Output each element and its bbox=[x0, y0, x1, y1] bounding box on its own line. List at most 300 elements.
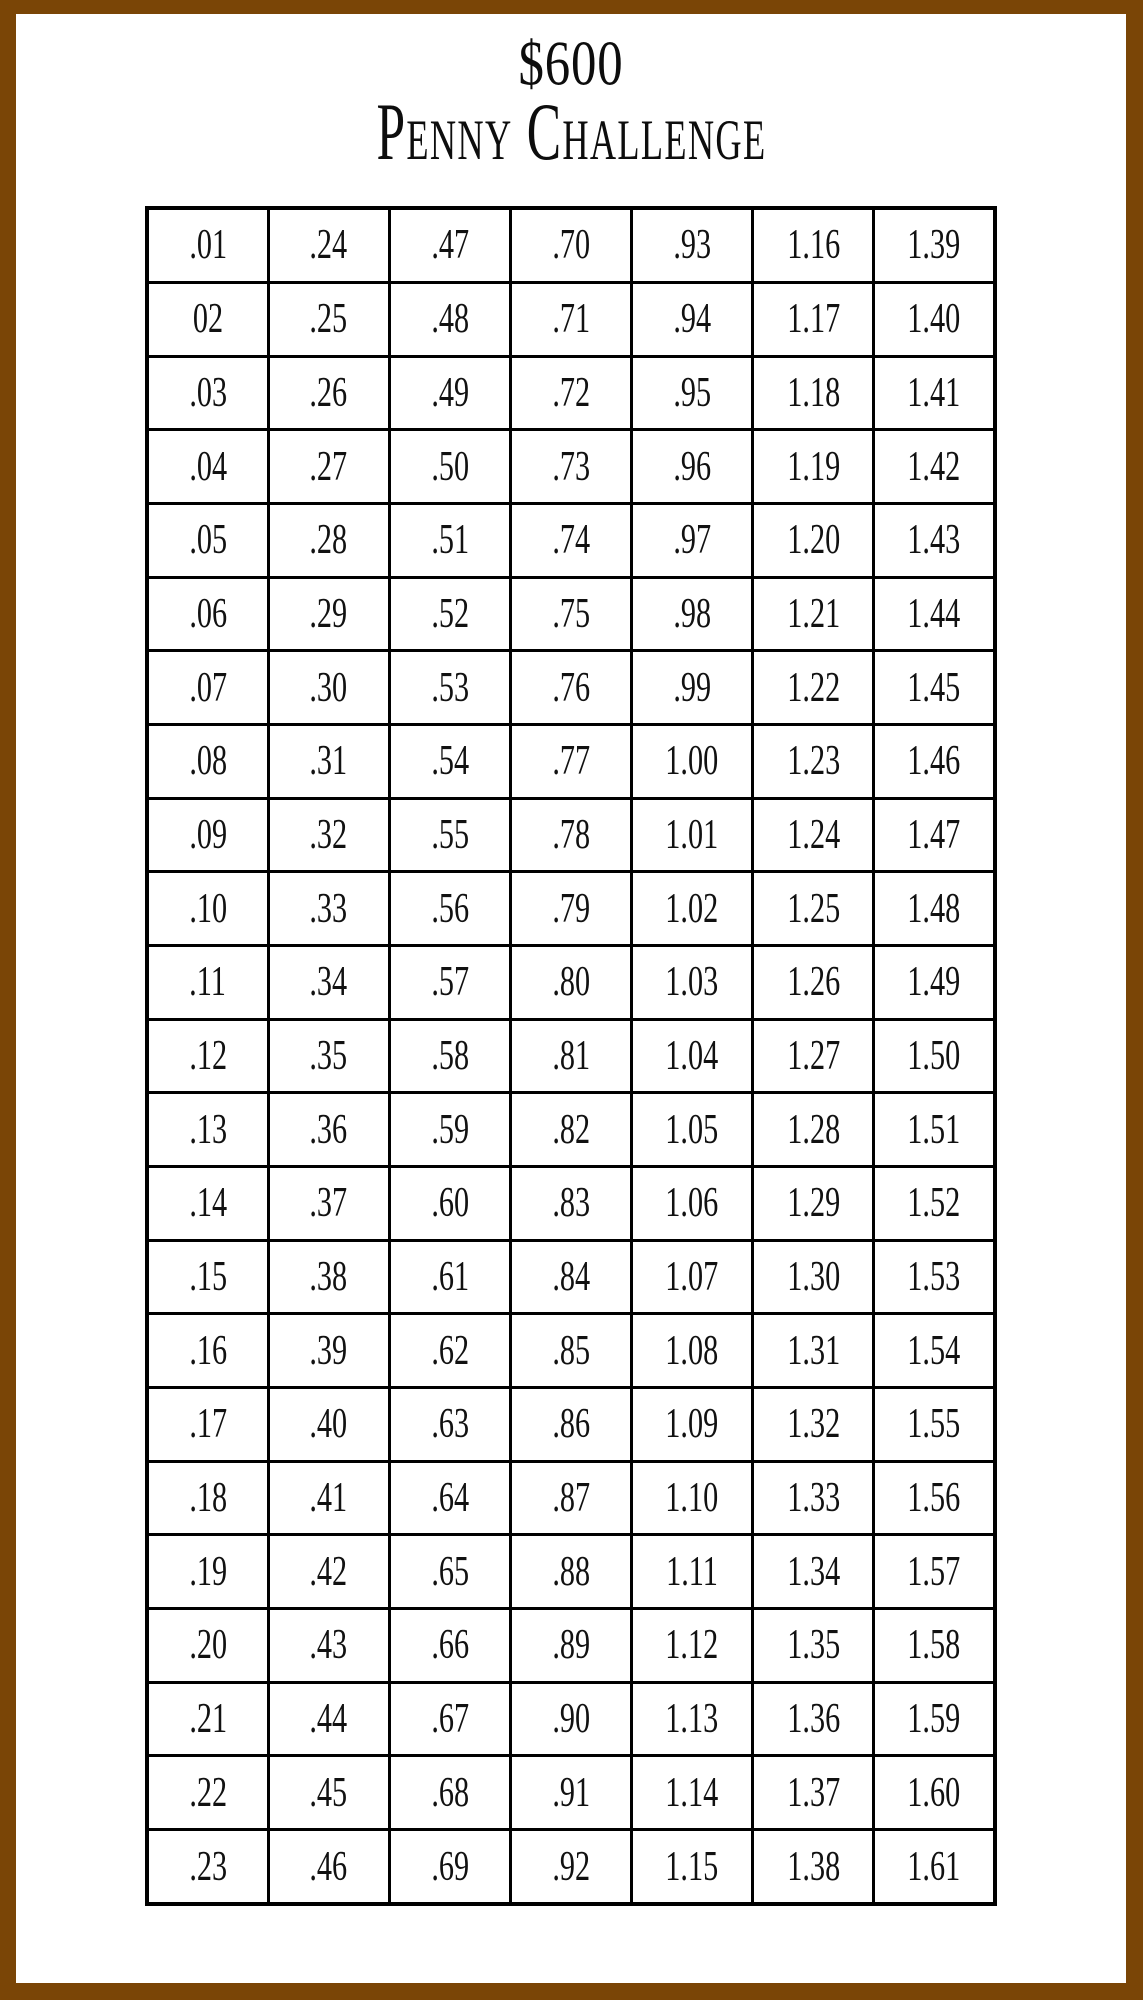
table-cell bbox=[632, 724, 753, 798]
table-row bbox=[147, 503, 995, 577]
cell-value: .71 bbox=[552, 296, 590, 343]
table-row bbox=[147, 1535, 995, 1609]
table-cell bbox=[632, 651, 753, 725]
cell-value: .35 bbox=[309, 1032, 348, 1079]
cell-value: .95 bbox=[673, 369, 712, 416]
cell-value: .93 bbox=[673, 222, 712, 269]
cell-value: 1.61 bbox=[907, 1843, 961, 1890]
table-cell bbox=[147, 1608, 268, 1682]
cell-value: .42 bbox=[309, 1548, 348, 1595]
cell-value: .45 bbox=[309, 1769, 348, 1816]
cell-value: 1.15 bbox=[665, 1843, 719, 1890]
table-cell bbox=[389, 356, 510, 430]
table-cell bbox=[268, 945, 389, 1019]
cell-value: 1.16 bbox=[786, 222, 840, 269]
table-row bbox=[147, 577, 995, 651]
cell-value: .58 bbox=[430, 1032, 469, 1079]
cell-value: .01 bbox=[188, 222, 227, 269]
table-cell bbox=[874, 1830, 995, 1905]
cell-value: .84 bbox=[552, 1253, 590, 1300]
table-cell bbox=[389, 1756, 510, 1830]
table-cell bbox=[268, 1240, 389, 1314]
table-cell bbox=[632, 282, 753, 356]
table-cell bbox=[510, 872, 631, 946]
table-cell bbox=[753, 503, 874, 577]
cell-value: .78 bbox=[552, 811, 590, 858]
table-cell bbox=[753, 1608, 874, 1682]
table-cell bbox=[147, 945, 268, 1019]
cell-value: .91 bbox=[552, 1769, 590, 1816]
cell-value: .85 bbox=[552, 1327, 590, 1374]
table-row bbox=[147, 1093, 995, 1167]
cell-value: 1.29 bbox=[786, 1180, 840, 1227]
cell-value: .38 bbox=[309, 1253, 348, 1300]
table-cell bbox=[147, 208, 268, 282]
table-row bbox=[147, 945, 995, 1019]
cell-value: .83 bbox=[552, 1180, 590, 1227]
table-cell bbox=[632, 503, 753, 577]
cell-value: 1.52 bbox=[907, 1180, 961, 1227]
cell-value: 1.06 bbox=[665, 1180, 719, 1227]
table-row bbox=[147, 430, 995, 504]
table-cell bbox=[753, 1756, 874, 1830]
table-cell bbox=[753, 651, 874, 725]
table-cell bbox=[389, 724, 510, 798]
table-row bbox=[147, 1830, 995, 1905]
cell-value: 1.10 bbox=[665, 1474, 719, 1521]
table-cell bbox=[147, 798, 268, 872]
table-cell bbox=[147, 1166, 268, 1240]
cell-value: .44 bbox=[309, 1695, 348, 1742]
table-row bbox=[147, 724, 995, 798]
challenge-title-text: Penny Challenge bbox=[375, 86, 766, 177]
cell-value: .59 bbox=[430, 1106, 469, 1153]
cell-value: 1.40 bbox=[907, 296, 961, 343]
table-cell bbox=[268, 798, 389, 872]
cell-value: 1.24 bbox=[786, 811, 840, 858]
cell-value: .68 bbox=[430, 1769, 469, 1816]
table-cell bbox=[874, 651, 995, 725]
cell-value: .86 bbox=[552, 1401, 590, 1448]
cell-value: 1.45 bbox=[907, 664, 961, 711]
table-cell bbox=[753, 1682, 874, 1756]
table-cell bbox=[147, 1093, 268, 1167]
cell-value: .12 bbox=[188, 1032, 227, 1079]
table-cell bbox=[632, 577, 753, 651]
table-cell bbox=[147, 503, 268, 577]
cell-value: .77 bbox=[552, 738, 590, 785]
table-cell bbox=[147, 356, 268, 430]
table-cell bbox=[632, 1166, 753, 1240]
cell-value: .39 bbox=[309, 1327, 348, 1374]
cell-value: .53 bbox=[430, 664, 469, 711]
table-row bbox=[147, 1608, 995, 1682]
table-cell bbox=[874, 1682, 995, 1756]
cell-value: .32 bbox=[309, 811, 348, 858]
cell-value: .26 bbox=[309, 369, 348, 416]
table-cell bbox=[147, 1240, 268, 1314]
cell-value: .72 bbox=[552, 369, 590, 416]
cell-value: 1.41 bbox=[907, 369, 961, 416]
table-cell bbox=[268, 1166, 389, 1240]
table-cell bbox=[510, 1830, 631, 1905]
table-cell bbox=[632, 1019, 753, 1093]
cell-value: 1.20 bbox=[786, 517, 840, 564]
table-cell bbox=[753, 1314, 874, 1388]
table-cell bbox=[389, 208, 510, 282]
cell-value: 1.30 bbox=[786, 1253, 840, 1300]
cell-value: .61 bbox=[430, 1253, 469, 1300]
cell-value: .23 bbox=[188, 1843, 227, 1890]
table-cell bbox=[510, 356, 631, 430]
cell-value: .33 bbox=[309, 885, 348, 932]
cell-value: 1.18 bbox=[786, 369, 840, 416]
table-cell bbox=[632, 208, 753, 282]
table-cell bbox=[874, 1093, 995, 1167]
table-cell bbox=[510, 798, 631, 872]
table-cell bbox=[147, 1535, 268, 1609]
table-cell bbox=[147, 1756, 268, 1830]
table-cell bbox=[753, 356, 874, 430]
table-cell bbox=[632, 1608, 753, 1682]
cell-value: 1.59 bbox=[907, 1695, 961, 1742]
table-cell bbox=[632, 1314, 753, 1388]
cell-value: .65 bbox=[430, 1548, 469, 1595]
table-cell bbox=[268, 503, 389, 577]
cell-value: .55 bbox=[430, 811, 469, 858]
cell-value: 1.56 bbox=[907, 1474, 961, 1521]
table-cell bbox=[753, 430, 874, 504]
cell-value: .14 bbox=[188, 1180, 227, 1227]
table-cell bbox=[510, 208, 631, 282]
table-cell bbox=[753, 1166, 874, 1240]
cell-value: 02 bbox=[192, 296, 223, 343]
cell-value: .80 bbox=[552, 959, 590, 1006]
table-cell bbox=[510, 577, 631, 651]
cell-value: 1.51 bbox=[907, 1106, 961, 1153]
cell-value: 1.38 bbox=[786, 1843, 840, 1890]
cell-value: .28 bbox=[309, 517, 348, 564]
cell-value: .47 bbox=[430, 222, 469, 269]
cell-value: .66 bbox=[430, 1622, 469, 1669]
table-cell bbox=[147, 872, 268, 946]
table-cell bbox=[874, 1166, 995, 1240]
cell-value: 1.00 bbox=[665, 738, 719, 785]
cell-value: 1.42 bbox=[907, 443, 961, 490]
cell-value: .73 bbox=[552, 443, 590, 490]
cell-value: .74 bbox=[552, 517, 590, 564]
cell-value: 1.12 bbox=[665, 1622, 719, 1669]
cell-value: 1.26 bbox=[786, 959, 840, 1006]
table-cell bbox=[632, 1682, 753, 1756]
table-cell bbox=[389, 1608, 510, 1682]
table-cell bbox=[753, 945, 874, 1019]
table-cell bbox=[510, 945, 631, 1019]
cell-value: .43 bbox=[309, 1622, 348, 1669]
cell-value: .96 bbox=[673, 443, 712, 490]
cell-value: .54 bbox=[430, 738, 469, 785]
table-cell bbox=[389, 430, 510, 504]
table-cell bbox=[510, 1166, 631, 1240]
table-cell bbox=[389, 1019, 510, 1093]
cell-value: .89 bbox=[552, 1622, 590, 1669]
table-cell bbox=[510, 1682, 631, 1756]
table-cell bbox=[753, 1093, 874, 1167]
challenge-title bbox=[16, 84, 1126, 180]
cell-value: .40 bbox=[309, 1401, 348, 1448]
cell-value: .03 bbox=[188, 369, 227, 416]
table-cell bbox=[389, 282, 510, 356]
table-cell bbox=[510, 1314, 631, 1388]
cell-value: 1.53 bbox=[907, 1253, 961, 1300]
cell-value: .09 bbox=[188, 811, 227, 858]
cell-value: .18 bbox=[188, 1474, 227, 1521]
cell-value: .56 bbox=[430, 885, 469, 932]
cell-value: 1.32 bbox=[786, 1401, 840, 1448]
table-cell bbox=[268, 724, 389, 798]
table-cell bbox=[632, 1830, 753, 1905]
table-cell bbox=[268, 356, 389, 430]
table-cell bbox=[753, 1830, 874, 1905]
cell-value: .29 bbox=[309, 590, 348, 637]
table-cell bbox=[147, 724, 268, 798]
cell-value: 1.05 bbox=[665, 1106, 719, 1153]
table-cell bbox=[632, 1240, 753, 1314]
cell-value: .21 bbox=[188, 1695, 227, 1742]
cell-value: .30 bbox=[309, 664, 348, 711]
table-cell bbox=[268, 577, 389, 651]
table-cell bbox=[632, 430, 753, 504]
table-cell bbox=[753, 798, 874, 872]
cell-value: 1.09 bbox=[665, 1401, 719, 1448]
cell-value: .07 bbox=[188, 664, 227, 711]
table-cell bbox=[147, 1682, 268, 1756]
cell-value: 1.07 bbox=[665, 1253, 719, 1300]
table-row bbox=[147, 1756, 995, 1830]
table-cell bbox=[874, 1314, 995, 1388]
cell-value: .75 bbox=[552, 590, 590, 637]
table-cell bbox=[874, 1019, 995, 1093]
table-cell bbox=[874, 1535, 995, 1609]
table-cell bbox=[389, 1535, 510, 1609]
table-row bbox=[147, 1461, 995, 1535]
table-cell bbox=[268, 1608, 389, 1682]
cell-value: .63 bbox=[430, 1401, 469, 1448]
cell-value: .34 bbox=[309, 959, 348, 1006]
table-cell bbox=[874, 430, 995, 504]
cell-value: .25 bbox=[309, 296, 348, 343]
cell-value: 1.13 bbox=[665, 1695, 719, 1742]
table-cell bbox=[510, 1608, 631, 1682]
table-cell bbox=[510, 430, 631, 504]
table-row bbox=[147, 798, 995, 872]
table-row bbox=[147, 1240, 995, 1314]
cell-value: .10 bbox=[188, 885, 227, 932]
cell-value: 1.60 bbox=[907, 1769, 961, 1816]
table-cell bbox=[389, 1830, 510, 1905]
amount-title-text: $600 bbox=[518, 29, 624, 99]
table-cell bbox=[753, 1387, 874, 1461]
cell-value: .88 bbox=[552, 1548, 590, 1595]
cell-value: .76 bbox=[552, 664, 590, 711]
table-cell bbox=[389, 945, 510, 1019]
table-cell bbox=[389, 1682, 510, 1756]
cell-value: .87 bbox=[552, 1474, 590, 1521]
table-cell bbox=[874, 503, 995, 577]
table-cell bbox=[147, 1830, 268, 1905]
penny-table-body bbox=[147, 208, 995, 1904]
table-cell bbox=[510, 1387, 631, 1461]
cell-value: 1.43 bbox=[907, 517, 961, 564]
table-cell bbox=[874, 724, 995, 798]
cell-value: 1.34 bbox=[786, 1548, 840, 1595]
cell-value: 1.27 bbox=[786, 1032, 840, 1079]
table-cell bbox=[268, 1535, 389, 1609]
cell-value: .52 bbox=[430, 590, 469, 637]
table-cell bbox=[874, 282, 995, 356]
cell-value: .36 bbox=[309, 1106, 348, 1153]
table-cell bbox=[389, 872, 510, 946]
cell-value: .37 bbox=[309, 1180, 348, 1227]
table-cell bbox=[874, 872, 995, 946]
table-cell bbox=[753, 577, 874, 651]
table-cell bbox=[874, 1387, 995, 1461]
table-cell bbox=[510, 503, 631, 577]
table-row bbox=[147, 651, 995, 725]
cell-value: 1.22 bbox=[786, 664, 840, 711]
cell-value: .97 bbox=[673, 517, 712, 564]
cell-value: 1.21 bbox=[786, 590, 840, 637]
cell-value: .79 bbox=[552, 885, 590, 932]
cell-value: .98 bbox=[673, 590, 712, 637]
cell-value: .90 bbox=[552, 1695, 590, 1742]
penny-amounts-table bbox=[145, 206, 997, 1906]
table-cell bbox=[753, 724, 874, 798]
cell-value: 1.55 bbox=[907, 1401, 961, 1448]
table-cell bbox=[268, 1461, 389, 1535]
cell-value: .51 bbox=[430, 517, 469, 564]
cell-value: .27 bbox=[309, 443, 348, 490]
cell-value: .70 bbox=[552, 222, 590, 269]
cell-value: .60 bbox=[430, 1180, 469, 1227]
table-cell bbox=[389, 1240, 510, 1314]
cell-value: 1.47 bbox=[907, 811, 961, 858]
table-cell bbox=[147, 651, 268, 725]
cell-value: .24 bbox=[309, 222, 348, 269]
cell-value: 1.35 bbox=[786, 1622, 840, 1669]
table-cell bbox=[147, 577, 268, 651]
cell-value: .62 bbox=[430, 1327, 469, 1374]
table-cell bbox=[632, 1093, 753, 1167]
table-row bbox=[147, 356, 995, 430]
cell-value: .50 bbox=[430, 443, 469, 490]
cell-value: .04 bbox=[188, 443, 227, 490]
cell-value: .16 bbox=[188, 1327, 227, 1374]
table-cell bbox=[389, 1314, 510, 1388]
table-cell bbox=[510, 1535, 631, 1609]
cell-value: .92 bbox=[552, 1843, 590, 1890]
cell-value: 1.39 bbox=[907, 222, 961, 269]
table-cell bbox=[632, 872, 753, 946]
table-cell bbox=[147, 430, 268, 504]
table-row bbox=[147, 1682, 995, 1756]
cell-value: 1.01 bbox=[665, 811, 719, 858]
table-row bbox=[147, 208, 995, 282]
table-row bbox=[147, 872, 995, 946]
table-cell bbox=[632, 1387, 753, 1461]
table-cell bbox=[753, 208, 874, 282]
cell-value: .05 bbox=[188, 517, 227, 564]
table-cell bbox=[147, 282, 268, 356]
cell-value: 1.17 bbox=[786, 296, 840, 343]
table-cell bbox=[389, 1093, 510, 1167]
cell-value: .81 bbox=[552, 1032, 590, 1079]
table-cell bbox=[389, 1461, 510, 1535]
cell-value: .13 bbox=[188, 1106, 227, 1153]
table-row bbox=[147, 282, 995, 356]
table-cell bbox=[510, 1461, 631, 1535]
table-cell bbox=[268, 1387, 389, 1461]
table-cell bbox=[268, 430, 389, 504]
table-cell bbox=[389, 1387, 510, 1461]
table-cell bbox=[874, 1240, 995, 1314]
table-cell bbox=[389, 503, 510, 577]
table-cell bbox=[874, 1756, 995, 1830]
table-cell bbox=[632, 798, 753, 872]
cell-value: 1.31 bbox=[786, 1327, 840, 1374]
table-cell bbox=[147, 1387, 268, 1461]
table-cell bbox=[389, 577, 510, 651]
table-cell bbox=[268, 651, 389, 725]
table-cell bbox=[874, 1608, 995, 1682]
cell-value: 1.19 bbox=[786, 443, 840, 490]
table-cell bbox=[632, 1756, 753, 1830]
cell-value: .19 bbox=[188, 1548, 227, 1595]
table-cell bbox=[268, 282, 389, 356]
cell-value: .69 bbox=[430, 1843, 469, 1890]
cell-value: 1.23 bbox=[786, 738, 840, 785]
table-cell bbox=[632, 945, 753, 1019]
table-row bbox=[147, 1166, 995, 1240]
cell-value: 1.49 bbox=[907, 959, 961, 1006]
table-cell bbox=[147, 1461, 268, 1535]
table-cell bbox=[268, 1830, 389, 1905]
cell-value: .99 bbox=[673, 664, 712, 711]
table-cell bbox=[147, 1314, 268, 1388]
cell-value: .82 bbox=[552, 1106, 590, 1153]
cell-value: .67 bbox=[430, 1695, 469, 1742]
table-cell bbox=[874, 798, 995, 872]
table-row bbox=[147, 1019, 995, 1093]
cell-value: 1.14 bbox=[665, 1769, 719, 1816]
cell-value: 1.44 bbox=[907, 590, 961, 637]
cell-value: 1.36 bbox=[786, 1695, 840, 1742]
table-cell bbox=[389, 651, 510, 725]
cell-value: .06 bbox=[188, 590, 227, 637]
table-cell bbox=[268, 208, 389, 282]
cell-value: 1.28 bbox=[786, 1106, 840, 1153]
table-cell bbox=[268, 872, 389, 946]
table-cell bbox=[268, 1756, 389, 1830]
table-row bbox=[147, 1387, 995, 1461]
table-cell bbox=[510, 1240, 631, 1314]
cell-value: .22 bbox=[188, 1769, 227, 1816]
table-cell bbox=[874, 1461, 995, 1535]
cell-value: .64 bbox=[430, 1474, 469, 1521]
table-cell bbox=[268, 1314, 389, 1388]
table-cell bbox=[753, 1240, 874, 1314]
table-cell bbox=[510, 724, 631, 798]
